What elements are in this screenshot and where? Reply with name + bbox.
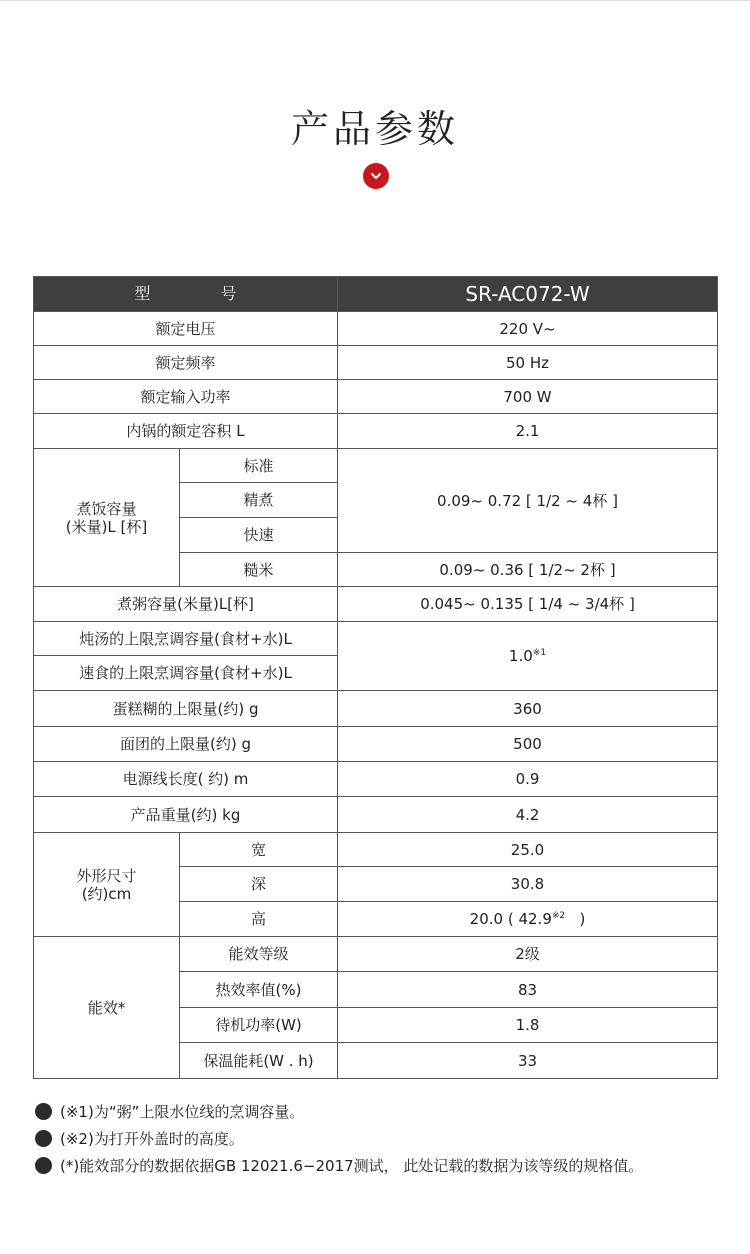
table-row <box>34 797 718 833</box>
footnote-text: (※2)为打开外盖时的高度。 <box>60 1130 244 1148</box>
cord-value: 0.9 <box>338 762 718 797</box>
porridge-value: 0.045~ 0.135 [ 1/4 ~ 3/4杯 ] <box>338 587 718 622</box>
stew-label: 炖汤的上限烹调容量(食材+水)L <box>34 622 338 656</box>
table-row <box>34 312 718 346</box>
table-header-row <box>34 277 718 312</box>
bullet-icon <box>35 1157 52 1174</box>
weight-label: 产品重量(约) kg <box>34 797 338 833</box>
dimension-height-label: 高 <box>180 902 338 937</box>
bullet-icon <box>35 1103 52 1120</box>
rice-mode-quick: 快速 <box>180 518 338 553</box>
rice-brown-value: 0.09~ 0.36 [ 1/2~ 2杯 ] <box>338 553 718 587</box>
header-model-value: SR-AC072-W <box>338 277 718 312</box>
dimension-width-label: 宽 <box>180 833 338 867</box>
power-value: 700 W <box>338 380 718 414</box>
table-row <box>34 762 718 797</box>
pot-volume-value: 2.1 <box>338 414 718 449</box>
dimension-depth-value: 30.8 <box>338 867 718 902</box>
pot-volume-label: 内锅的额定容积 L <box>34 414 338 449</box>
dough-label: 面团的上限量(约) g <box>34 727 338 762</box>
stew-value: 1.0$^{※1}$ <box>338 622 718 691</box>
cord-label: 电源线长度( 约) m <box>34 762 338 797</box>
table-row <box>34 833 718 867</box>
frequency-value: 50 Hz <box>338 346 718 380</box>
cake-value: 360 <box>338 691 718 727</box>
voltage-value: 220 V~ <box>338 312 718 346</box>
table-row <box>34 691 718 727</box>
quick-cook-label: 速食的上限烹调容量(食材+水)L <box>34 656 338 691</box>
header-model-label: 型 号 <box>34 277 338 312</box>
thermal-efficiency-value: 83 <box>338 972 718 1008</box>
standby-power-label: 待机功率(W) <box>180 1008 338 1043</box>
footnote-item <box>35 1098 735 1125</box>
efficiency-grade-label: 能效等级 <box>180 937 338 972</box>
standby-power-value: 1.8 <box>338 1008 718 1043</box>
efficiency-grade-value: 2级 <box>338 937 718 972</box>
chevron-down-icon <box>363 163 389 189</box>
power-label: 额定输入功率 <box>34 380 338 414</box>
table-row <box>34 380 718 414</box>
table-row <box>34 937 718 972</box>
table-row <box>34 414 718 449</box>
table-row <box>34 346 718 380</box>
footnote-text: (※1)为“粥”上限水位线的烹调容量。 <box>60 1103 305 1121</box>
table-row <box>34 622 718 656</box>
rice-mode-brown: 糙米 <box>180 553 338 587</box>
thermal-efficiency-label: 热效率值(%) <box>180 972 338 1008</box>
dimension-height-value: 20.0 ( 42.9$^{※2}$ ) <box>338 902 718 937</box>
rice-mode-standard: 标准 <box>180 449 338 483</box>
top-divider <box>0 0 750 1</box>
table-row <box>34 587 718 622</box>
spec-table <box>33 276 718 1079</box>
footnote-item <box>35 1125 735 1152</box>
dimension-depth-label: 深 <box>180 867 338 902</box>
cake-label: 蛋糕糊的上限量(约) g <box>34 691 338 727</box>
footnote-item <box>35 1152 735 1179</box>
frequency-label: 额定频率 <box>34 346 338 380</box>
voltage-label: 额定电压 <box>34 312 338 346</box>
efficiency-label: 能效* <box>34 937 180 1079</box>
weight-value: 4.2 <box>338 797 718 833</box>
footnotes <box>35 1098 735 1179</box>
table-row <box>34 727 718 762</box>
footnote-text: (*)能效部分的数据依据GB 12021.6−2017测试， 此处记载的数据为该等级的规格值。 <box>60 1157 644 1175</box>
keep-warm-energy-label: 保温能耗(W . h) <box>180 1043 338 1079</box>
page-title: 产品参数 <box>290 107 459 151</box>
dimensions-label: 外形尺寸 (约)cm <box>34 833 180 937</box>
dimension-width-value: 25.0 <box>338 833 718 867</box>
table-row <box>34 449 718 483</box>
keep-warm-energy-value: 33 <box>338 1043 718 1079</box>
rice-capacity-value: 0.09~ 0.72 [ 1/2 ~ 4杯 ] <box>338 449 718 553</box>
bullet-icon <box>35 1130 52 1147</box>
rice-mode-fine: 精煮 <box>180 483 338 518</box>
rice-capacity-label: 煮饭容量 (米量)L [杯] <box>34 449 180 587</box>
porridge-label: 煮粥容量(米量)L[杯] <box>34 587 338 622</box>
dough-value: 500 <box>338 727 718 762</box>
